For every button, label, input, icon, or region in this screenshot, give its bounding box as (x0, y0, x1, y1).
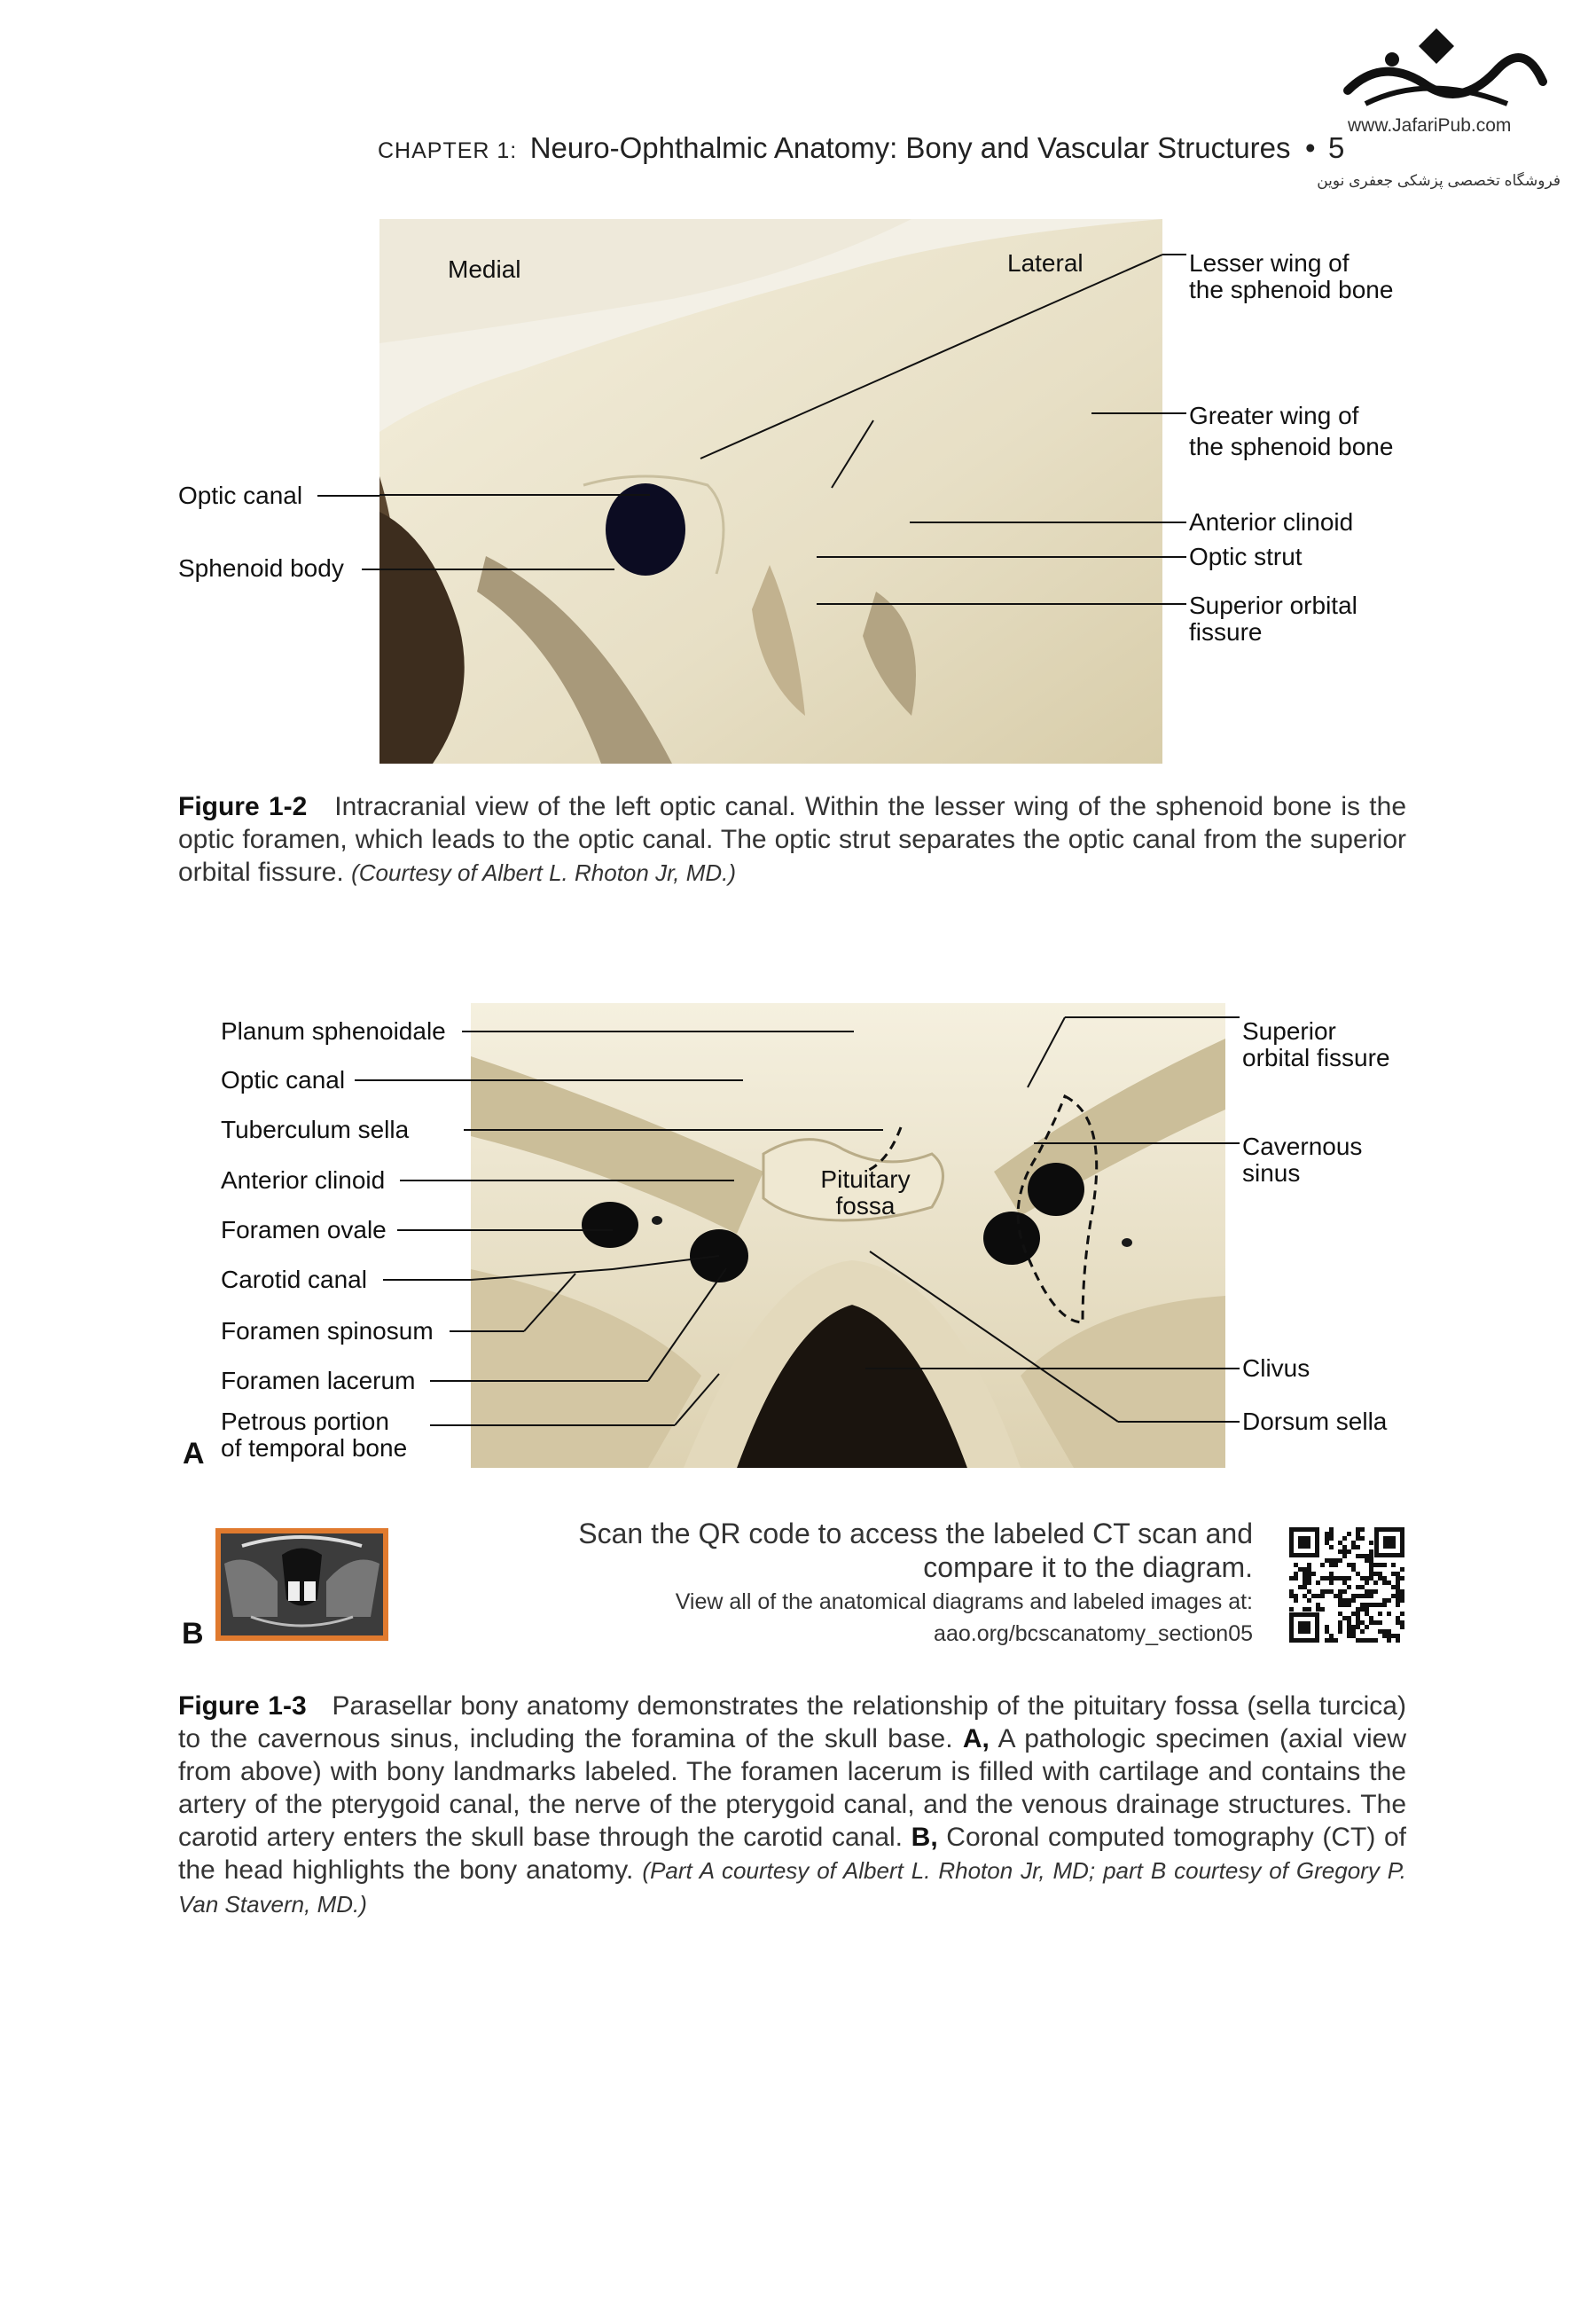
qr-module (1356, 1620, 1360, 1625)
qr-module (1365, 1625, 1369, 1629)
label-sof-line2: fissure (1189, 618, 1263, 646)
qr-module (1387, 1638, 1391, 1643)
qr-module (1316, 1607, 1320, 1612)
label-superior-orbital-fissure (1189, 592, 1357, 646)
figure-1-3-text-1: Parasellar bony anatomy demonstrates the relationship of the pituitary fossa (sella turcica) to the cavernous sinus, including the foramina of the skull base. (178, 1691, 1406, 1753)
figure-1-3-text-3: Coronal computed tomography (CT) of the head highlights the bony anatomy. (178, 1823, 1406, 1885)
qr-module (1396, 1634, 1400, 1638)
qr-module (1342, 1576, 1347, 1580)
qr-module (1396, 1576, 1400, 1580)
figure-1-2-photo (379, 219, 1162, 764)
qr-module (1378, 1629, 1382, 1634)
qr-line1: Scan the QR code to access the labeled CT scan and (578, 1518, 1253, 1549)
qr-module (1325, 1558, 1329, 1563)
qr-module (1347, 1563, 1351, 1567)
label-sof2-line2: orbital fissure (1242, 1044, 1390, 1071)
qr-module (1365, 1589, 1369, 1594)
qr-module (1356, 1638, 1360, 1643)
qr-module (1378, 1576, 1382, 1580)
label-pituitary-fossa (808, 1166, 923, 1220)
qr-module (1400, 1567, 1404, 1572)
qr-module (1338, 1594, 1342, 1598)
qr-module (1351, 1545, 1356, 1549)
publisher-watermark (1312, 20, 1578, 189)
figure-1-2-label: Figure 1-2 (178, 792, 308, 821)
label-tuberculum-sella: Tuberculum sella (221, 1116, 410, 1143)
qr-module (1351, 1625, 1356, 1629)
qr-module (1387, 1634, 1391, 1638)
label-greater-wing-line2: the sphenoid bone (1189, 433, 1394, 460)
qr-module (1347, 1620, 1351, 1625)
label-pituitary-line1: Pituitary (820, 1165, 911, 1193)
optic-canal-opening (606, 483, 685, 576)
qr-module (1351, 1612, 1356, 1616)
qr-module (1365, 1576, 1369, 1580)
qr-link[interactable]: aao.org/bcscanatomy_section05 (934, 1621, 1253, 1646)
qr-module (1342, 1549, 1347, 1554)
label-petrous-line2: of temporal bone (221, 1434, 408, 1462)
qr-module (1351, 1541, 1356, 1545)
qr-module (1329, 1536, 1334, 1541)
foramen-right-2 (983, 1212, 1040, 1265)
qr-module (1396, 1616, 1400, 1620)
qr-module (1351, 1629, 1356, 1634)
qr-module (1329, 1532, 1334, 1536)
qr-module (1289, 1607, 1294, 1612)
qr-module (1351, 1567, 1356, 1572)
qr-module (1360, 1594, 1365, 1598)
label-greater-wing (1189, 400, 1393, 462)
qr-module (1356, 1572, 1360, 1576)
qr-module (1307, 1563, 1311, 1567)
label-medial: Medial (448, 255, 521, 283)
qr-module (1382, 1580, 1387, 1585)
qr-module (1316, 1603, 1320, 1607)
qr-module (1347, 1532, 1351, 1536)
label-dorsum-sella: Dorsum sella (1242, 1408, 1388, 1435)
qr-module (1378, 1612, 1382, 1616)
qr-module (1365, 1580, 1369, 1585)
qr-module (1334, 1594, 1338, 1598)
label-cavernous-line1: Cavernous (1242, 1133, 1363, 1160)
foramen-ovale-left (582, 1202, 638, 1248)
qr-module (1387, 1629, 1391, 1634)
qr-module (1303, 1572, 1307, 1576)
label-anterior-clinoid-2: Anterior clinoid (221, 1166, 386, 1194)
qr-module (1360, 1638, 1365, 1643)
qr-module (1400, 1620, 1404, 1625)
qr-module (1329, 1527, 1334, 1532)
qr-module (1289, 1589, 1294, 1594)
qr-module (1320, 1607, 1325, 1612)
qr-module (1329, 1572, 1334, 1576)
qr-module (1298, 1567, 1303, 1572)
qr-module (1325, 1638, 1329, 1643)
qr-module (1382, 1603, 1387, 1607)
qr-module (1400, 1594, 1404, 1598)
qr-module (1382, 1563, 1387, 1567)
qr-module (1391, 1585, 1396, 1589)
label-lesser-wing-line1: Lesser wing of (1189, 249, 1350, 277)
qr-module (1396, 1589, 1400, 1594)
label-planum-sphenoidale: Planum sphenoidale (221, 1017, 446, 1045)
qr-module (1373, 1638, 1378, 1643)
qr-module (1303, 1594, 1307, 1598)
label-cavernous-sinus (1242, 1133, 1362, 1187)
qr-module (1351, 1598, 1356, 1603)
figure-1-2-caption (178, 790, 1406, 890)
qr-module (1382, 1629, 1387, 1634)
qr-module (1378, 1572, 1382, 1576)
qr-module (1387, 1598, 1391, 1603)
qr-module (1365, 1612, 1369, 1616)
qr-module (1369, 1558, 1373, 1563)
qr-module (1334, 1638, 1338, 1643)
qr-module (1325, 1589, 1329, 1594)
qr-module (1396, 1594, 1400, 1598)
qr-module (1369, 1616, 1373, 1620)
label-lesser-wing-line2: the sphenoid bone (1189, 276, 1394, 303)
qr-module (1373, 1572, 1378, 1576)
qr-module (1373, 1620, 1378, 1625)
qr-module (1342, 1598, 1347, 1603)
qr-module (1356, 1607, 1360, 1612)
watermark-url: www.JafariPub.com (1348, 115, 1512, 136)
qr-module (1356, 1536, 1360, 1541)
qr-module (1325, 1625, 1329, 1629)
label-greater-wing-line1: Greater wing of (1189, 402, 1359, 429)
qr-module (1356, 1585, 1360, 1589)
qr-module (1298, 1585, 1303, 1589)
label-optic-canal: Optic canal (178, 482, 303, 509)
qr-module (1360, 1536, 1365, 1541)
qr-module (1356, 1554, 1360, 1558)
label-foramen-lacerum: Foramen lacerum (221, 1367, 416, 1394)
qr-module (1338, 1576, 1342, 1580)
qr-module (1320, 1589, 1325, 1594)
qr-module (1294, 1563, 1298, 1567)
qr-module (1342, 1545, 1347, 1549)
publisher-logo-icon (1330, 20, 1552, 117)
qr-module (1369, 1549, 1373, 1554)
qr-module (1378, 1620, 1382, 1625)
qr-module (1334, 1563, 1338, 1567)
qr-module (1338, 1549, 1342, 1554)
qr-module (1311, 1594, 1316, 1598)
figure-1-3a-photo (471, 1003, 1225, 1468)
qr-module (1307, 1567, 1311, 1572)
qr-module (1307, 1607, 1311, 1612)
qr-module (1320, 1563, 1325, 1567)
qr-module (1351, 1594, 1356, 1598)
qr-module (1356, 1594, 1360, 1598)
qr-module (1334, 1558, 1338, 1563)
figure-1-3-b-label: B, (911, 1823, 938, 1852)
qr-module (1329, 1558, 1334, 1563)
qr-module (1325, 1532, 1329, 1536)
qr-module (1369, 1541, 1373, 1545)
qr-module (1369, 1563, 1373, 1567)
qr-module (1338, 1612, 1342, 1616)
label-sof-line1: Superior orbital (1189, 592, 1357, 619)
qr-module (1369, 1594, 1373, 1598)
qr-module (1342, 1580, 1347, 1585)
qr-module (1311, 1572, 1316, 1576)
qr-module (1303, 1580, 1307, 1585)
qr-module (1360, 1607, 1365, 1612)
qr-module (1320, 1576, 1325, 1580)
qr-module (1347, 1603, 1351, 1607)
qr-module (1334, 1576, 1338, 1580)
qr-module (1400, 1576, 1404, 1580)
qr-module (1342, 1603, 1347, 1607)
qr-module (1382, 1576, 1387, 1580)
qr-module (1369, 1620, 1373, 1625)
qr-module (1347, 1616, 1351, 1620)
qr-module (1387, 1580, 1391, 1585)
qr-module (1360, 1554, 1365, 1558)
qr-instructions (550, 1517, 1253, 1650)
qr-module (1369, 1572, 1373, 1576)
qr-module (1373, 1580, 1378, 1585)
label-pituitary-line2: fossa (835, 1192, 896, 1220)
label-carotid-canal: Carotid canal (221, 1266, 367, 1293)
qr-module (1307, 1598, 1311, 1603)
header-bullet: • (1304, 131, 1316, 164)
qr-module (1391, 1634, 1396, 1638)
qr-module (1307, 1576, 1311, 1580)
qr-module (1360, 1576, 1365, 1580)
qr-module (1396, 1572, 1400, 1576)
qr-module (1365, 1554, 1369, 1558)
qr-module (1391, 1594, 1396, 1598)
qr-module (1396, 1585, 1400, 1589)
qr-module (1365, 1607, 1369, 1612)
qr-line3: View all of the anatomical diagrams and labeled images at: (675, 1589, 1253, 1614)
label-foramen-spinosum: Foramen spinosum (221, 1317, 434, 1345)
qr-module (1365, 1558, 1369, 1563)
qr-module (1382, 1634, 1387, 1638)
qr-module (1338, 1603, 1342, 1607)
qr-module (1294, 1572, 1298, 1576)
qr-module (1369, 1603, 1373, 1607)
qr-module (1294, 1576, 1298, 1580)
qr-module (1303, 1607, 1307, 1612)
qr-module (1347, 1634, 1351, 1638)
qr-module (1373, 1563, 1378, 1567)
qr-module (1365, 1594, 1369, 1598)
label-petrous-line1: Petrous portion (221, 1408, 389, 1435)
qr-module (1351, 1634, 1356, 1638)
label-lateral: Lateral (1007, 249, 1084, 277)
part-b-label: B (182, 1617, 204, 1651)
part-a-label: A (183, 1437, 205, 1471)
qr-module (1303, 1576, 1307, 1580)
chapter-title: Neuro-Ophthalmic Anatomy: Bony and Vascular Structures (529, 131, 1291, 164)
qr-module (1342, 1589, 1347, 1594)
qr-module (1294, 1594, 1298, 1598)
qr-module (1356, 1625, 1360, 1629)
qr-module (1378, 1563, 1382, 1567)
qr-module (1360, 1527, 1365, 1532)
qr-module (1338, 1620, 1342, 1625)
qr-module (1382, 1598, 1387, 1603)
qr-module (1369, 1554, 1373, 1558)
qr-module (1356, 1616, 1360, 1620)
qr-module (1342, 1554, 1347, 1558)
label-sphenoid-body: Sphenoid body (178, 554, 344, 582)
label-optic-strut: Optic strut (1189, 543, 1303, 570)
qr-module (1316, 1580, 1320, 1585)
ct-thumbnail[interactable] (215, 1528, 388, 1641)
qr-module (1294, 1598, 1298, 1603)
qr-module (1338, 1598, 1342, 1603)
qr-module (1338, 1541, 1342, 1545)
qr-module (1396, 1603, 1400, 1607)
label-sof2-line1: Superior (1242, 1017, 1336, 1045)
label-cavernous-line2: sinus (1242, 1159, 1301, 1187)
figure-1-3-credit: (Part A courtesy of Albert L. Rhoton Jr, MD; part B courtesy of Gregory P. Van Stavern, MD.) (178, 1857, 1406, 1918)
qr-module (1307, 1572, 1311, 1576)
qr-module (1347, 1625, 1351, 1629)
qr-module (1369, 1576, 1373, 1580)
qr-module (1307, 1589, 1311, 1594)
qr-module (1320, 1594, 1325, 1598)
qr-module (1365, 1638, 1369, 1643)
qr-module (1325, 1576, 1329, 1580)
qr-module (1400, 1598, 1404, 1603)
qr-module (1329, 1589, 1334, 1594)
qr-module (1356, 1532, 1360, 1536)
qr-module (1338, 1589, 1342, 1594)
watermark-tagline: فروشگاه تخصصی پزشکی جعفری نوین (1317, 172, 1561, 189)
qr-module (1325, 1541, 1329, 1545)
qr-module (1369, 1567, 1373, 1572)
page-number: 5 (1327, 131, 1345, 164)
qr-module (1329, 1638, 1334, 1643)
qr-module (1329, 1580, 1334, 1585)
label-anterior-clinoid: Anterior clinoid (1189, 508, 1354, 536)
qr-module (1351, 1563, 1356, 1567)
qr-module (1329, 1545, 1334, 1549)
qr-module (1307, 1580, 1311, 1585)
qr-module (1329, 1634, 1334, 1638)
qr-module (1347, 1598, 1351, 1603)
qr-module (1396, 1580, 1400, 1585)
qr-module (1396, 1638, 1400, 1643)
qr-module (1289, 1576, 1294, 1580)
figure-1-3-caption (178, 1690, 1406, 1921)
qr-line2: compare it to the diagram. (923, 1551, 1253, 1583)
qr-module (1342, 1536, 1347, 1541)
qr-module (1360, 1603, 1365, 1607)
qr-code[interactable] (1287, 1526, 1406, 1644)
figure-1-3-text-2: A pathologic specimen (axial view from above) with bony landmarks labeled. The foramen lacerum is filled with cartilage and contains the artery of the pterygoid canal, the nerve of the pterygoid canal, and the venous drainage structures. The carotid artery enters the skull base through the carotid canal. (178, 1724, 1406, 1852)
qr-module (1356, 1612, 1360, 1616)
label-foramen-ovale: Foramen ovale (221, 1216, 387, 1243)
label-lesser-wing (1189, 250, 1393, 303)
label-optic-canal-2: Optic canal (221, 1066, 346, 1094)
qr-module (1338, 1558, 1342, 1563)
qr-module (1338, 1629, 1342, 1634)
qr-module (1289, 1594, 1294, 1598)
qr-module (1365, 1603, 1369, 1607)
qr-module (1369, 1589, 1373, 1594)
label-superior-orbital-fissure-2 (1242, 1018, 1390, 1071)
qr-module (1338, 1625, 1342, 1629)
qr-module (1360, 1585, 1365, 1589)
qr-module (1373, 1589, 1378, 1594)
qr-module (1396, 1620, 1400, 1625)
figure-1-2-credit: (Courtesy of Albert L. Rhoton Jr, MD.) (351, 859, 737, 886)
qr-module (1303, 1567, 1307, 1572)
label-clivus: Clivus (1242, 1354, 1310, 1382)
qr-module (1329, 1563, 1334, 1567)
qr-module (1396, 1598, 1400, 1603)
label-petrous-portion (221, 1408, 407, 1462)
qr-module (1347, 1585, 1351, 1589)
qr-module (1360, 1620, 1365, 1625)
qr-module (1369, 1638, 1373, 1643)
qr-module (1347, 1576, 1351, 1580)
qr-module (1329, 1576, 1334, 1580)
qr-module (1391, 1563, 1396, 1567)
qr-module (1400, 1589, 1404, 1594)
qr-module (1347, 1549, 1351, 1554)
qr-module (1347, 1629, 1351, 1634)
qr-module (1378, 1603, 1382, 1607)
figure-1-2-text: Intracranial view of the left optic canal. Within the lesser wing of the sphenoid bone is the optic foramen, which leads to the optic canal. The optic strut separates the optic canal from the superior orbital fissure. (178, 792, 1406, 887)
qr-module (1387, 1612, 1391, 1616)
figure-1-3-label: Figure 1-3 (178, 1691, 307, 1721)
chapter-label: CHAPTER 1: (378, 138, 518, 163)
qr-module (1303, 1585, 1307, 1589)
qr-module (1400, 1612, 1404, 1616)
qr-module (1360, 1629, 1365, 1634)
qr-module (1400, 1625, 1404, 1629)
qr-module (1325, 1629, 1329, 1634)
foramen-right (1028, 1163, 1084, 1216)
qr-module (1356, 1527, 1360, 1532)
qr-module (1316, 1594, 1320, 1598)
qr-module (1356, 1545, 1360, 1549)
figure-1-3-a-label: A, (962, 1724, 990, 1753)
qr-module (1325, 1536, 1329, 1541)
qr-module (1373, 1603, 1378, 1607)
qr-module (1342, 1616, 1347, 1620)
qr-module (1391, 1572, 1396, 1576)
